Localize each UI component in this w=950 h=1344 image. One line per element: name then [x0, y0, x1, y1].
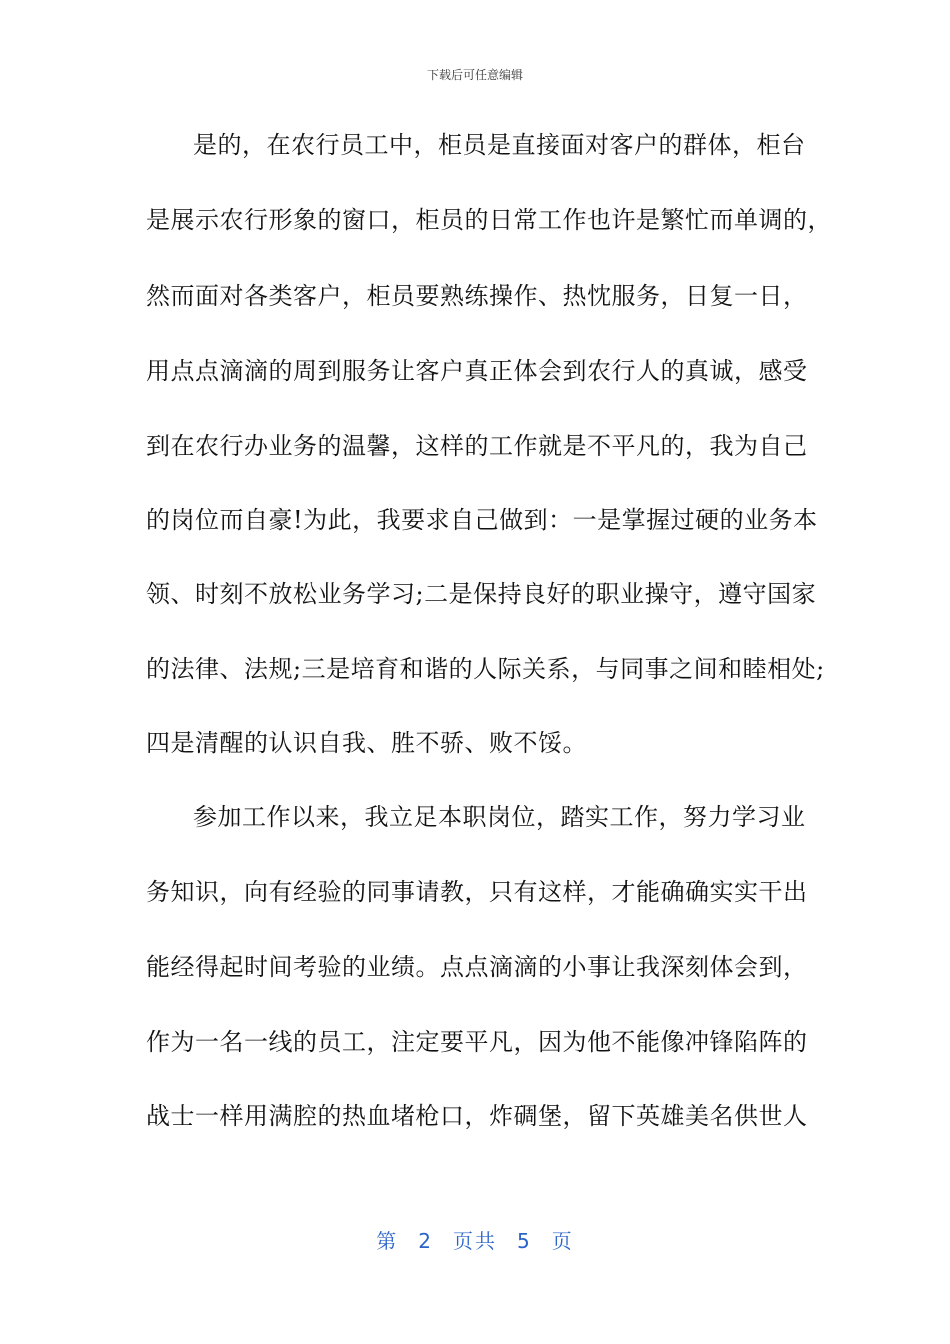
text-line: 参加工作以来，我立足本职岗位，踏实工作，努力学习业 [193, 803, 806, 831]
text-line: 是展示农行形象的窗口，柜员的日常工作也许是繁忙而单调的， [146, 206, 832, 234]
text-line: 到在农行办业务的温馨，这样的工作就是不平凡的，我为自己 [146, 432, 808, 460]
text-line: 战士一样用满腔的热血堵枪口，炸碉堡，留下英雄美名供世人 [146, 1102, 808, 1130]
footer-total-pages: 5 [517, 1229, 532, 1253]
footer-label-page: 第 [376, 1229, 399, 1253]
text-line: 四是清醒的认识自我、胜不骄、败不馁。 [146, 729, 587, 757]
text-line: 然而面对各类客户，柜员要熟练操作、热忱服务，日复一日， [146, 282, 808, 310]
page-footer [0, 1225, 950, 1254]
page-header: 下载后可任意编辑 [426, 68, 523, 82]
text-line: 领、时刻不放松业务学习;二是保持良好的职业操守，遵守国家 [146, 580, 817, 608]
text-line: 能经得起时间考验的业绩。点点滴滴的小事让我深刻体会到， [146, 953, 808, 981]
text-line: 务知识，向有经验的同事请教，只有这样，才能确确实实干出 [146, 878, 808, 906]
text-line: 用点点滴滴的周到服务让客户真正体会到农行人的真诚，感受 [146, 357, 808, 385]
footer-label-end: 页 [551, 1229, 574, 1253]
text-line: 的法律、法规;三是培育和谐的人际关系，与同事之间和睦相处; [146, 655, 825, 683]
text-line: 的岗位而自豪!为此，我要求自己做到：一是掌握过硬的业务本 [146, 506, 818, 534]
footer-label-total: 页共 [453, 1229, 497, 1253]
text-line: 是的，在农行员工中，柜员是直接面对客户的群体，柜台 [193, 131, 806, 159]
text-line: 作为一名一线的员工，注定要平凡，因为他不能像冲锋陷阵的 [146, 1028, 808, 1056]
footer-current-page: 2 [418, 1229, 433, 1253]
